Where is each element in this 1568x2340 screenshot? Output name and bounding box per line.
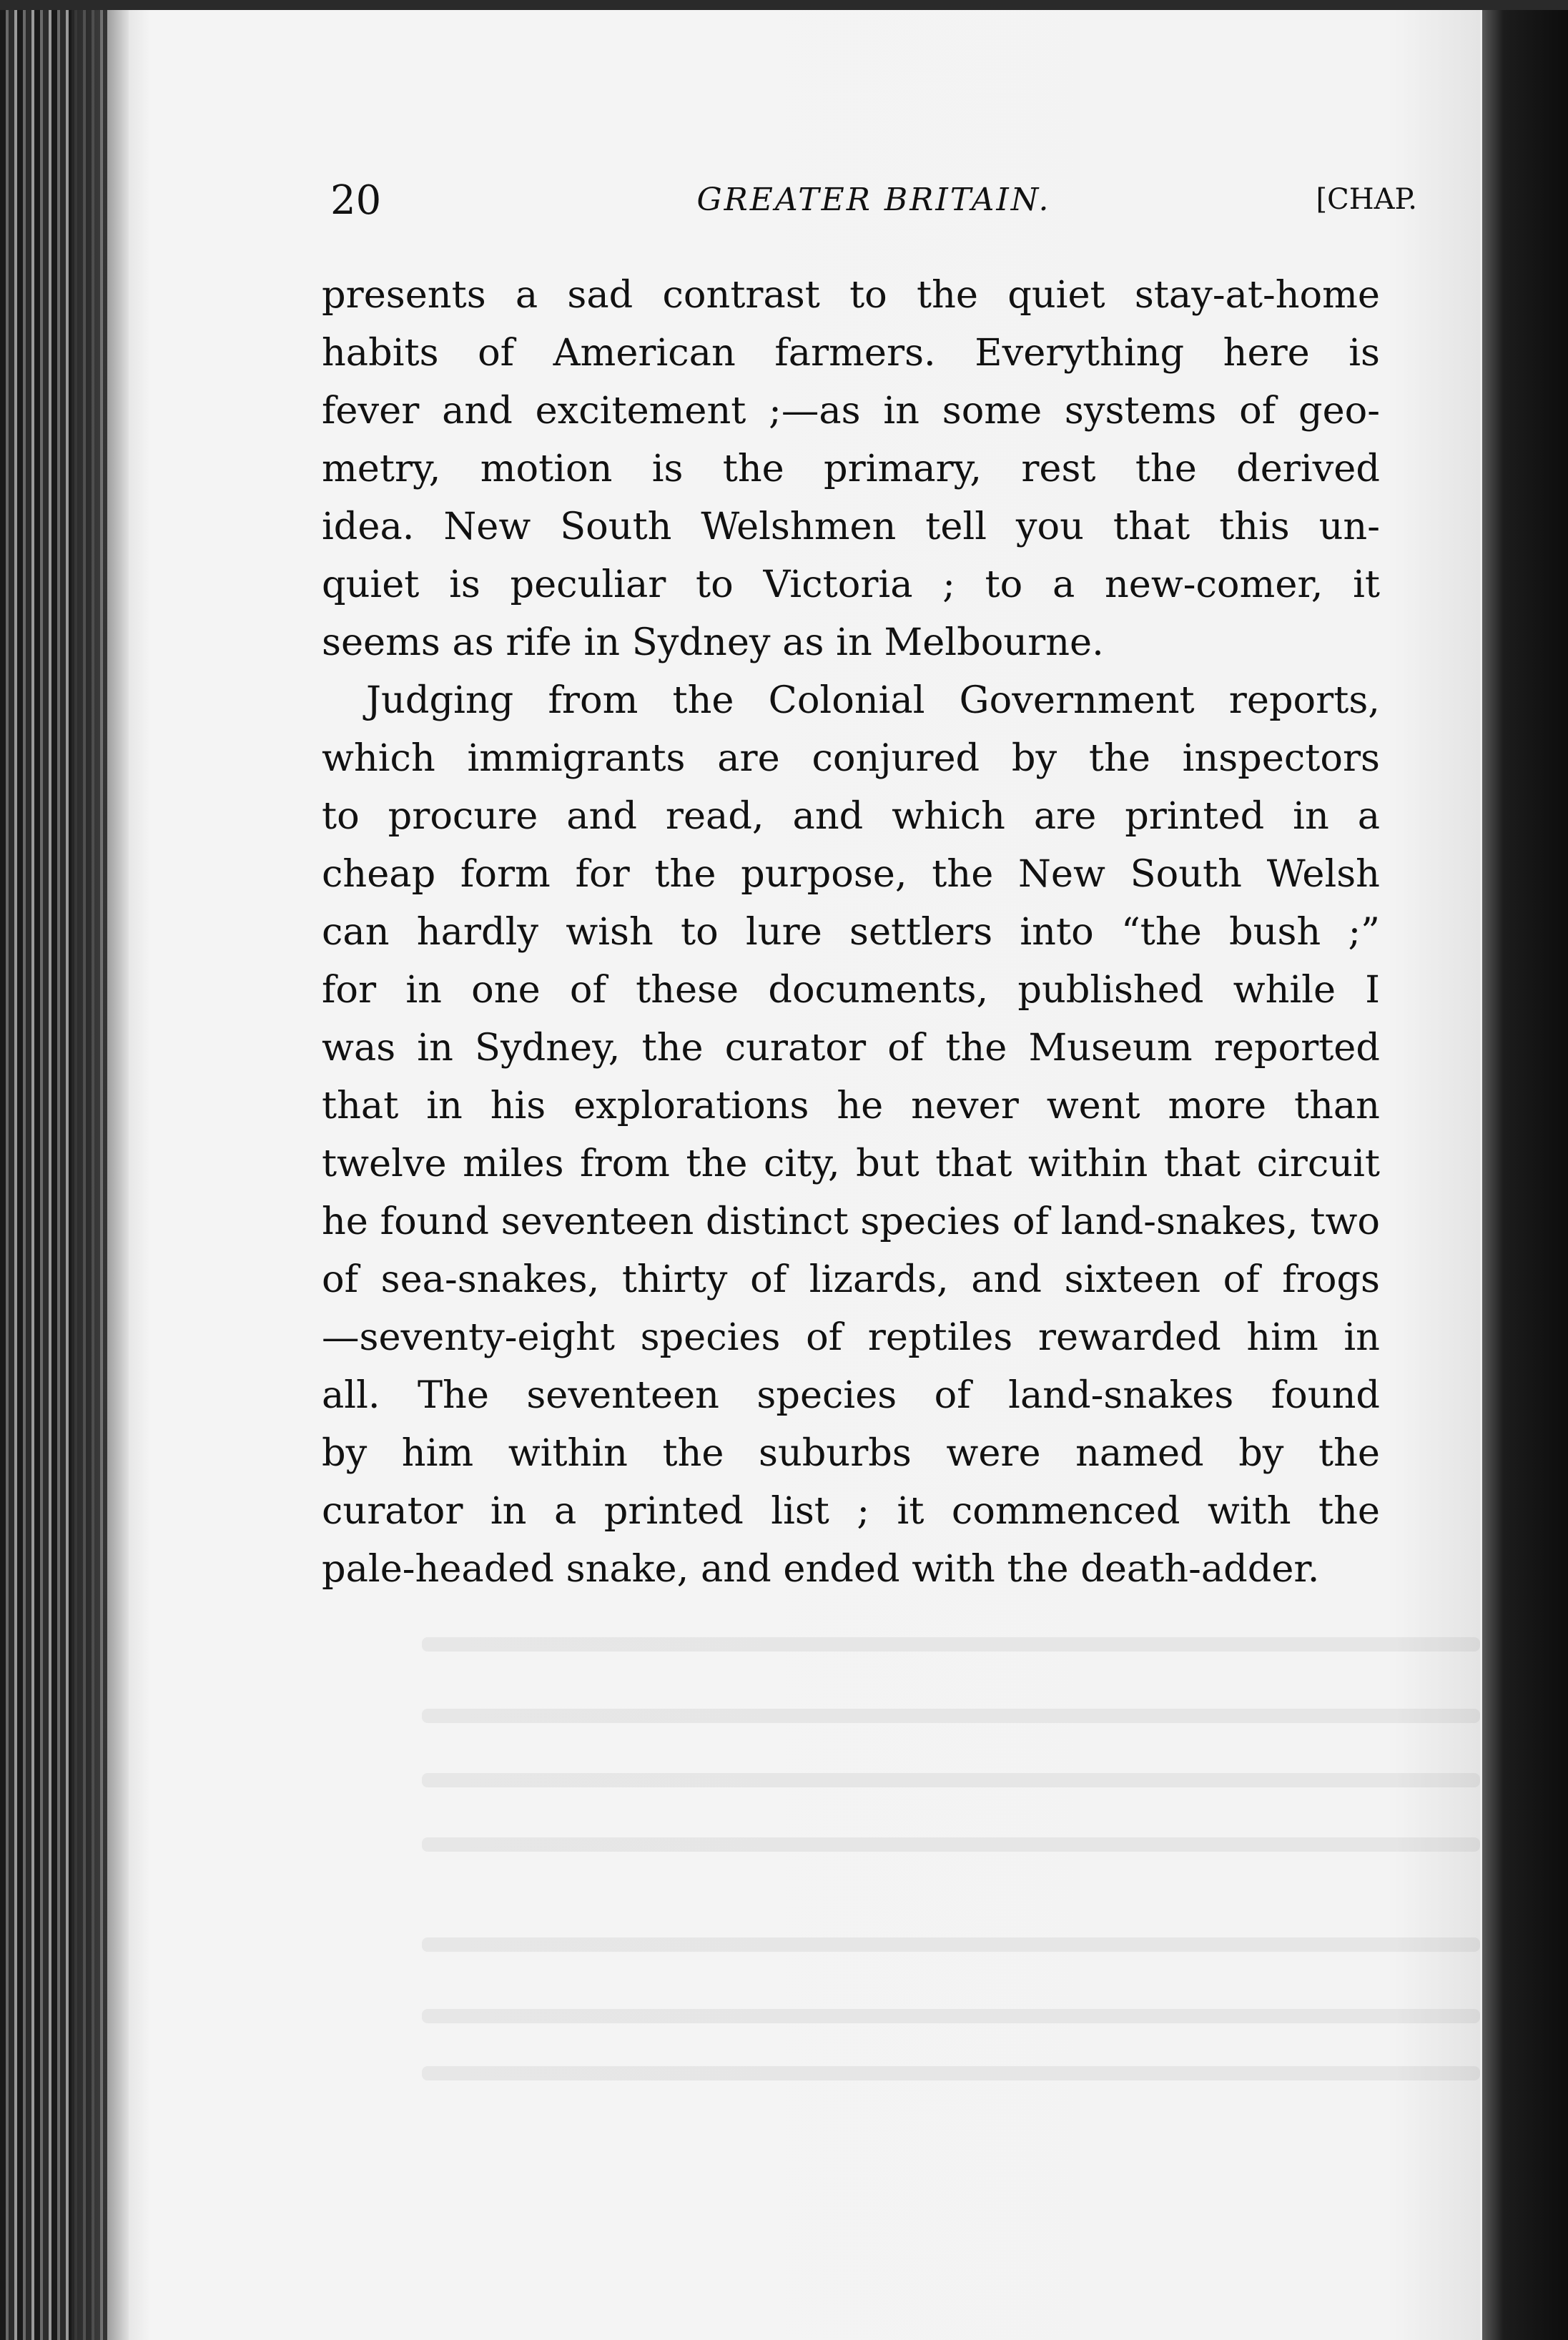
show-through-line: [422, 1709, 1480, 1723]
gutter-shadow: [72, 0, 129, 2340]
text-line: seems as rife in Sydney as in Melbourne.: [322, 621, 1104, 664]
text-line: twelve miles from the city, but that within that circuit: [322, 1142, 1380, 1185]
text-line: he found seventeen distinct species of land-snakes, two: [322, 1200, 1380, 1243]
text-line: that in his explorations he never went more than: [322, 1084, 1380, 1127]
text-line: can hardly wish to lure settlers into “the bush ;”: [322, 910, 1380, 954]
text-line: —seventy-eight species of reptiles rewarded him in: [322, 1315, 1380, 1359]
page-number: 20: [330, 177, 382, 224]
text-line: to procure and read, and which are printed in a: [322, 794, 1380, 838]
text-line: all. The seventeen species of land-snakes found: [322, 1373, 1380, 1417]
top-scan-edge: [0, 0, 1568, 10]
chapter-mark: [CHAP.: [1316, 183, 1417, 216]
text-line: presents a sad contrast to the quiet stay-at-home: [322, 273, 1380, 317]
show-through-line: [422, 2009, 1480, 2023]
text-line: idea. New South Welshmen tell you that this un-: [322, 505, 1380, 548]
show-through-line: [422, 1837, 1480, 1852]
paragraph-2: [322, 671, 1380, 1598]
text-line: which immigrants are conjured by the inspectors: [322, 736, 1380, 780]
paragraph-1: [322, 266, 1380, 671]
text-line: quiet is peculiar to Victoria ; to a new-comer, it: [322, 563, 1380, 606]
text-line: by him within the suburbs were named by the: [322, 1431, 1380, 1475]
right-scan-edge: [1482, 0, 1568, 2340]
show-through-line: [422, 1937, 1480, 1952]
show-through-line: [422, 2066, 1480, 2080]
running-header: [330, 177, 1417, 235]
text-line: of sea-snakes, thirty of lizards, and sixteen of frogs: [322, 1258, 1380, 1301]
text-line: was in Sydney, the curator of the Museum reported: [322, 1026, 1380, 1070]
text-line: curator in a printed list ; it commenced with the: [322, 1489, 1380, 1533]
text-line: pale-headed snake, and ended with the death-adder.: [322, 1547, 1320, 1591]
text-line: habits of American farmers. Everything here is: [322, 331, 1380, 375]
text-line: metry, motion is the primary, rest the derived: [322, 447, 1380, 490]
running-title: GREATER BRITAIN.: [696, 182, 1051, 218]
text-line: cheap form for the purpose, the New South Welsh: [322, 852, 1380, 896]
show-through-line: [422, 1637, 1480, 1652]
text-line: for in one of these documents, published while I: [322, 968, 1380, 1012]
text-line: fever and excitement ;—as in some systems of geo-: [322, 389, 1380, 433]
show-through-line: [422, 1773, 1480, 1787]
text-line: Judging from the Colonial Government reports,: [366, 678, 1380, 722]
body-text: [322, 266, 1380, 1598]
